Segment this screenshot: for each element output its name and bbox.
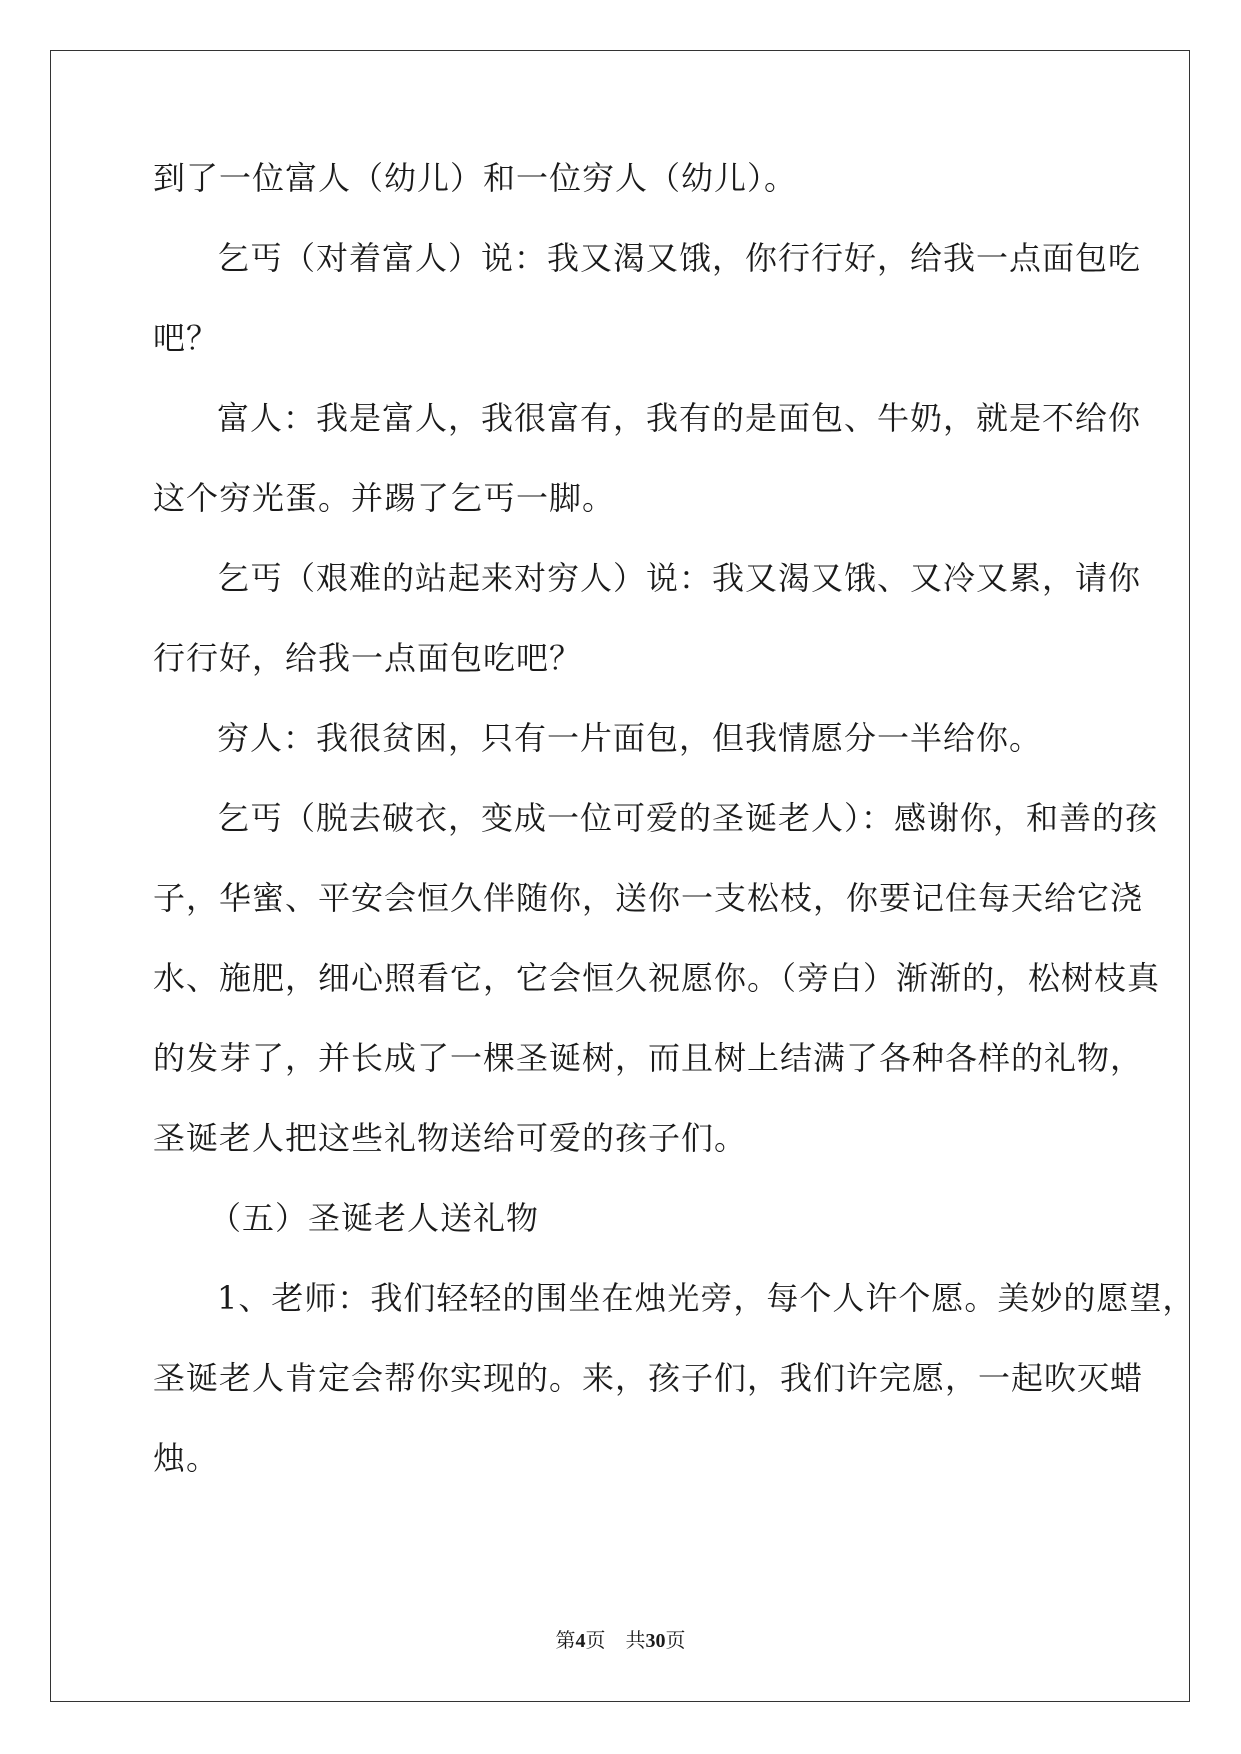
- text-line: 乞丐（脱去破衣，变成一位可爱的圣诞老人）：感谢你，和善的孩: [217, 799, 1159, 837]
- text-line: 这个穷光蛋。并踢了乞丐一脚。: [153, 479, 616, 517]
- text-line: 的发芽了，并长成了一棵圣诞树，而且树上结满了各种各样的礼物，: [153, 1039, 1144, 1077]
- text-line: 1、老师：我们轻轻的围坐在烛光旁，每个人许个愿。美妙的愿望，: [217, 1279, 1196, 1317]
- text-line: 水、施肥，细心照看它，它会恒久祝愿你。（旁白）渐渐的，松树枝真: [153, 959, 1161, 997]
- text-line: 行行好，给我一点面包吃吧？: [153, 639, 583, 677]
- page-border: [50, 50, 1190, 1702]
- text-line: 吧？: [153, 319, 220, 357]
- text-line: 到了一位富人（幼儿）和一位穷人（幼儿）。: [153, 159, 798, 197]
- text-line: 乞丐（艰难的站起来对穷人）说：我又渴又饿、又冷又累，请你: [217, 559, 1142, 597]
- text-line: 富人：我是富人，我很富有，我有的是面包、牛奶，就是不给你: [217, 399, 1142, 437]
- text-line: 乞丐（对着富人）说：我又渴又饿，你行行好，给我一点面包吃: [217, 239, 1142, 277]
- page-footer: [0, 1628, 1241, 1653]
- footer-total-pages: 30: [645, 1630, 666, 1652]
- section-heading: （五）圣诞老人送礼物: [209, 1199, 540, 1237]
- text-line: 穷人：我很贫困，只有一片面包，但我情愿分一半给你。: [217, 719, 1043, 757]
- text-line: 圣诞老人把这些礼物送给可爱的孩子们。: [153, 1119, 748, 1157]
- footer-suffix: 页: [665, 1628, 686, 1652]
- text-line: 圣诞老人肯定会帮你实现的。来，孩子们，我们许完愿，一起吹灭蜡: [153, 1359, 1144, 1397]
- text-line: 子，华蜜、平安会恒久伴随你，送你一支松枝，你要记住每天给它浇: [153, 879, 1144, 917]
- text-line: 烛。: [153, 1439, 220, 1477]
- footer-page-number: 4: [575, 1630, 586, 1652]
- footer-prefix: 第: [555, 1628, 576, 1652]
- footer-middle: 页 共: [585, 1628, 646, 1652]
